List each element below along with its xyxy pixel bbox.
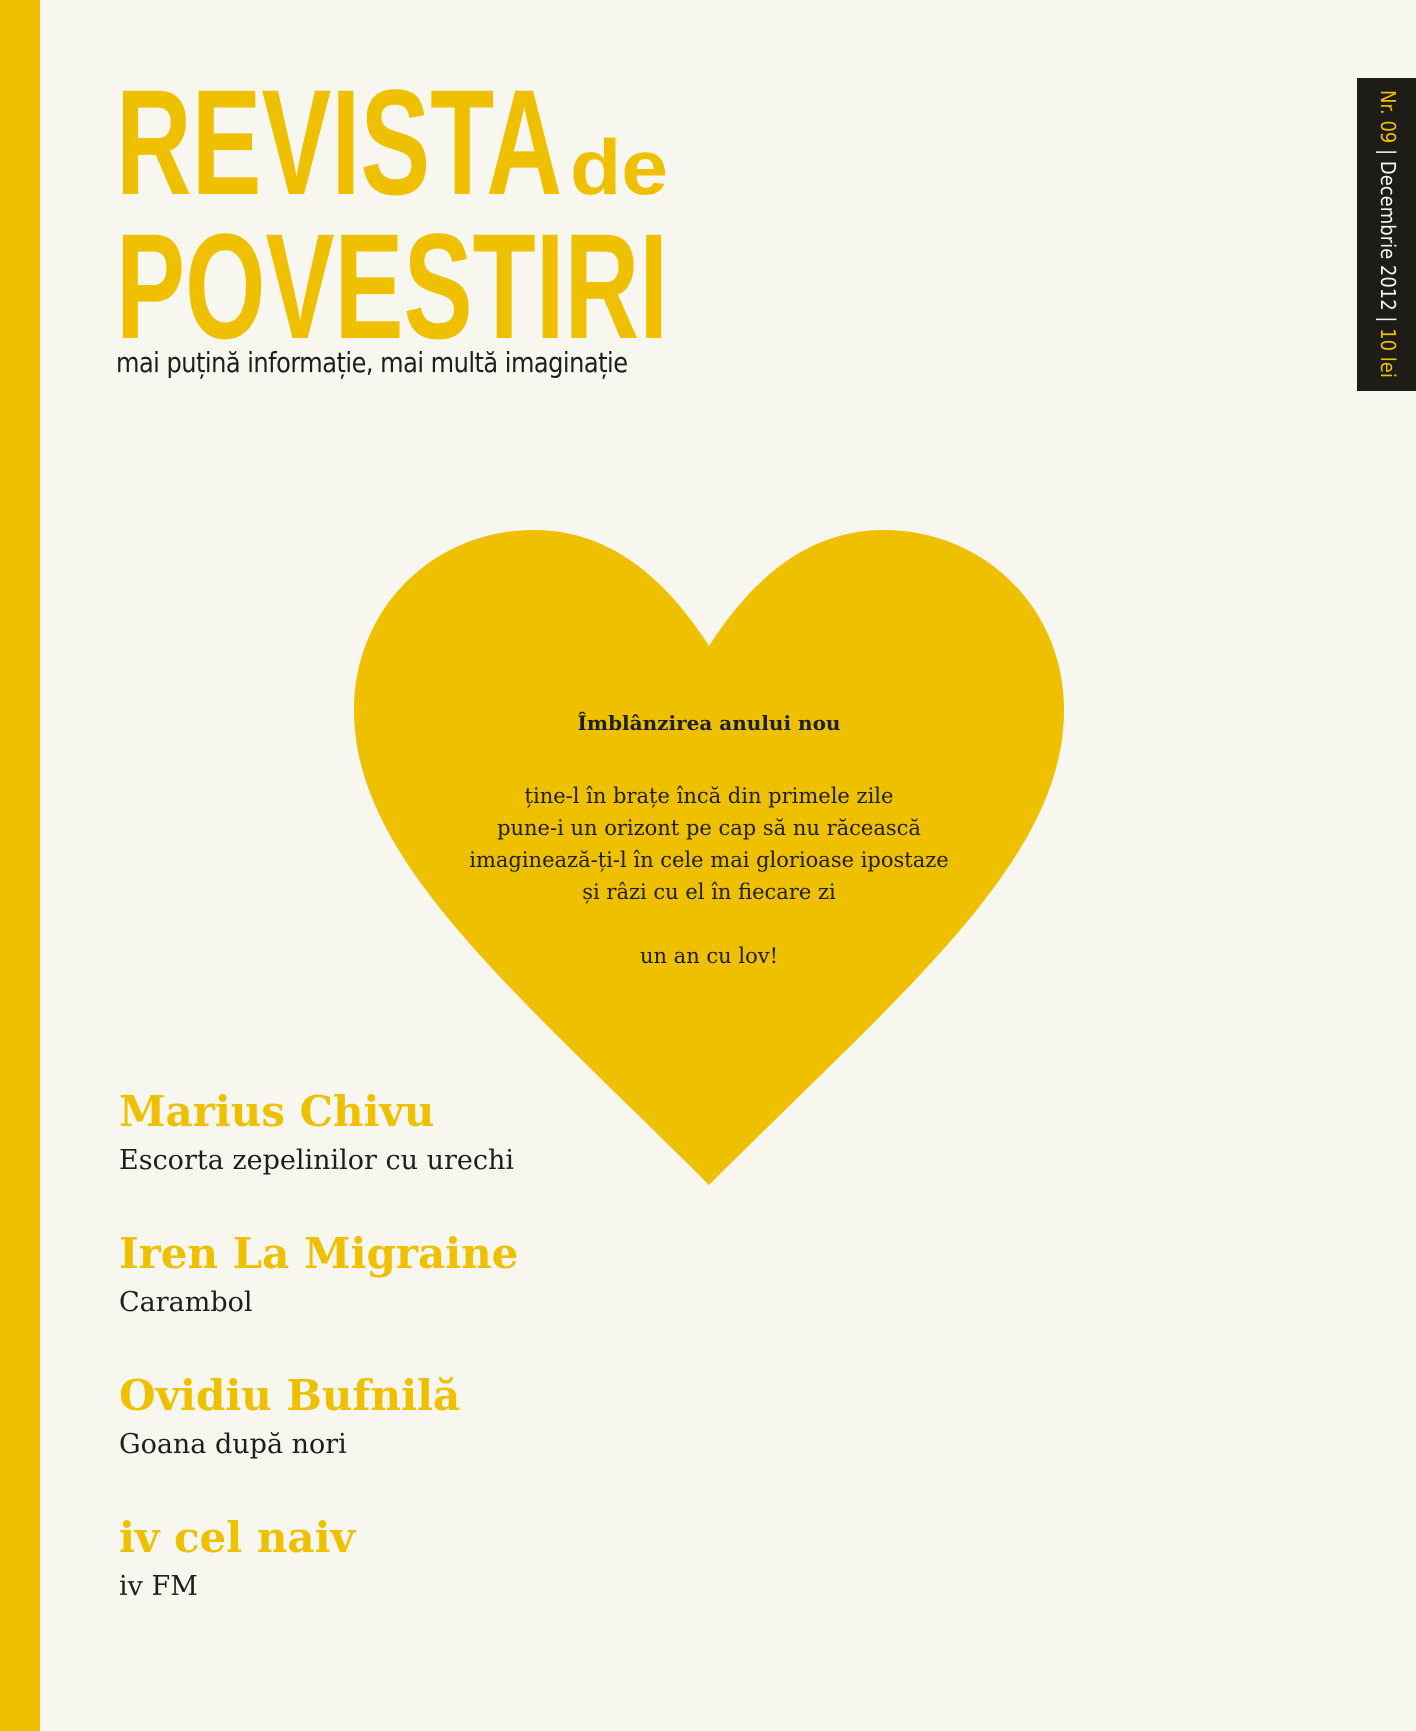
poem-line: imaginează-ți-l în cele mai glorioase ipostaze xyxy=(469,848,949,872)
author-name: iv cel naiv xyxy=(119,1513,355,1562)
masthead-logo xyxy=(116,70,676,350)
masthead-title-revista: REVISTA xyxy=(116,70,562,226)
author-name: Marius Chivu xyxy=(119,1087,435,1136)
issue-info-text xyxy=(1373,90,1403,380)
contents-entry xyxy=(119,1085,679,1227)
contents-entry xyxy=(119,1227,679,1369)
author-name: Ovidiu Bufnilă xyxy=(119,1371,461,1420)
issue-price: 10 lei xyxy=(1376,328,1400,378)
poem-closing-line: un an cu lov! xyxy=(639,944,779,968)
issue-date: Decembrie 2012 xyxy=(1376,160,1400,311)
issue-separator: | xyxy=(1376,149,1400,156)
masthead-title-povestiri: POVESTIRI xyxy=(116,202,668,350)
story-title: Carambol xyxy=(119,1287,253,1318)
masthead xyxy=(116,70,676,390)
masthead-tagline: mai puțină informație, mai multă imaginație xyxy=(116,346,628,379)
issue-separator-2: | xyxy=(1376,316,1400,323)
left-accent-bar xyxy=(0,0,40,1731)
story-title: Escorta zepelinilor cu urechi xyxy=(119,1145,515,1176)
contents-entry xyxy=(119,1511,679,1653)
contents-list xyxy=(119,1085,679,1653)
author-name: Iren La Migraine xyxy=(119,1229,519,1278)
poem-title: Îmblânzirea anului nou xyxy=(577,711,841,735)
issue-number: Nr. 09 xyxy=(1376,90,1400,144)
heart-poem xyxy=(394,706,1024,972)
issue-info-box xyxy=(1357,78,1416,391)
poem-line: și râzi cu el în fiecare zi xyxy=(582,880,836,904)
masthead-title-de: de xyxy=(570,123,668,211)
story-title: Goana după nori xyxy=(119,1429,347,1460)
story-title: iv FM xyxy=(119,1571,198,1602)
poem-line: ține-l în brațe încă din primele zile xyxy=(524,784,894,808)
poem-line: pune-i un orizont pe cap să nu răcească xyxy=(497,816,921,840)
contents-entry xyxy=(119,1369,679,1511)
